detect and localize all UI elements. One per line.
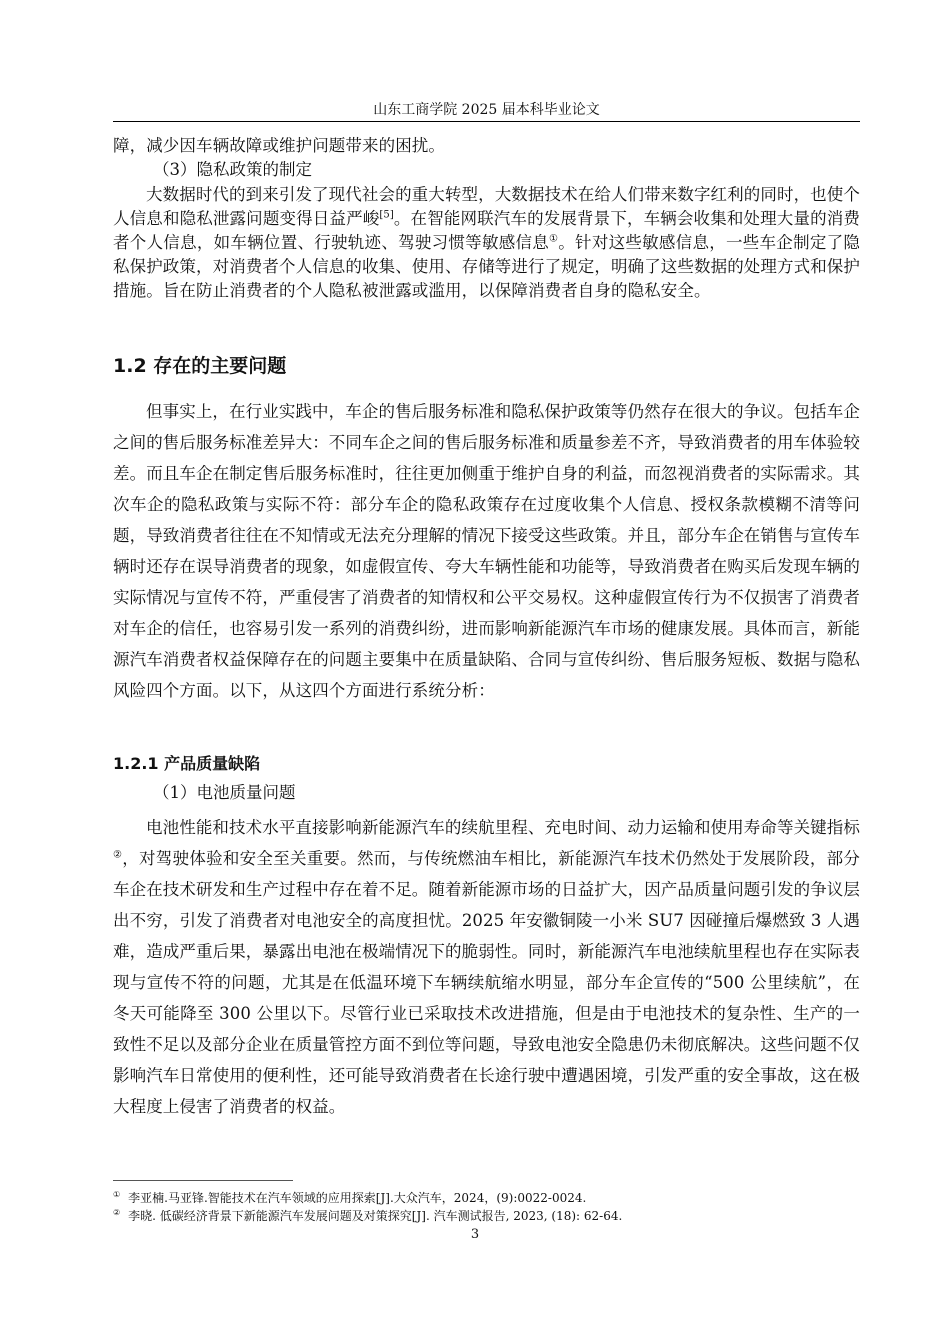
main-issues-paragraph: 但事实上，在行业实践中，车企的售后服务标准和隐私保护政策等仍然存在很大的争议。包括车企之间的售后服务标准差异大：不同车企之间的售后服务标准和质量参差不齐，导致消费者的用车体验较差。而且车企在制定售后服务标准时，往往更加侧重于维护自身的利益，而忽视消费者的实际需求。其次车企的隐私政策与实际不符：部分车企的隐私政策存在过度收集个人信息、授权条款模糊不清等问题，导致消费者往往在不知情或无法充分理解的情况下接受这些政策。并且，部分车企在销售与宣传车辆时还存在误导消费者的现象，如虚假宣传、夸大车辆性能和功能等，导致消费者在购买后发现车辆的实际情况与宣传不符，严重侵害了消费者的知情权和公平交易权。这种虚假宣传行为不仅损害了消费者对车企的信任，也容易引发一系列的消费纠纷，进而影响新能源汽车市场的健康发展。具体而言，新能源汽车消费者权益保障存在的问题主要集中在质量缺陷、合同与宣传纠纷、售后服务短板、数据与隐私风险四个方面。以下，从这四个方面进行系统分析：	[113, 402, 860, 700]
battery-text-b: ，对驾驶体验和安全至关重要。然而，与传统燃油车相比，新能源汽车技术仍然处于发展阶段，部分车企在技术研发和生产过程中存在着不足。随着新能源市场的日益扩大，因产品质量问题引发的争议层出不穷，引发了消费者对电池安全的高度担忧。2025 年安徽铜陵一小米 SU7 因碰撞后爆燃致 3 人遇难，造成严重后果，暴露出电池在极端情况下的脆弱性。同时，新能源汽车电池续航里程也存在实际表现与宣传不符的问题，尤其是在低温环境下车辆续航缩水明显，部分车企宣传的“500 公里续航”，在冬天可能降至 300 公里以下。尽管行业已采取技术改进措施，但是由于电池技术的复杂性、生产的一致性不足以及部分企业在质量管控方面不到位等问题，导致电池安全隐患仍未彻底解决。这些问题不仅影响汽车日常使用的便利性，还可能导致消费者在长途行驶中遭遇困境，引发严重的安全事故，这在极大程度上侵害了消费者的权益。	[113, 849, 860, 1116]
footnote-separator	[113, 1180, 293, 1181]
continued-paragraph: 障，减少因车辆故障或维护问题带来的困扰。	[113, 136, 445, 155]
footnote	[113, 1190, 586, 1206]
footnote-ref: ①	[549, 233, 559, 245]
running-header: 山东工商学院 2025 届本科毕业论文	[113, 100, 860, 122]
footnote-text: 李亚楠.马亚锋.智能技术在汽车领域的应用探索[J].大众汽车，2024，(9):0022-0024.	[128, 1191, 587, 1205]
privacy-text-c: 。针对这些敏感信息，一些车企制定了隐私保护政策，对消费者个人信息的收集、使用、存储等进行了规定，明确了这些数据的处理方式和保护措施。旨在防止消费者的个人隐私被泄露或滥用，以保障消费者自身的隐私安全。	[113, 233, 860, 300]
page-number: 3	[470, 1227, 480, 1242]
privacy-subtitle: （3）隐私政策的制定	[153, 160, 312, 179]
citation-ref: [5]	[379, 209, 394, 221]
footnote-ref: ②	[113, 849, 123, 861]
subsection-heading: 1.2.1 产品质量缺陷	[113, 754, 261, 773]
battery-text-a: 电池性能和技术水平直接影响新能源汽车的续航里程、充电时间、动力运输和使用寿命等关键指标	[146, 818, 860, 837]
footnote-mark: ①	[113, 1190, 121, 1199]
privacy-text-a: 大数据时代的到来引发了现代社会的重大转型，大数据技术在给人们带来数字红利的同时，也使个人信息和隐私泄露问题变得日益严峻	[113, 185, 860, 228]
footnote-text: 李晓. 低碳经济背景下新能源汽车发展问题及对策探究[J]. 汽车测试报告, 2023, (18): 62-64.	[128, 1209, 623, 1223]
footnote	[113, 1208, 622, 1224]
privacy-paragraph	[113, 183, 860, 303]
privacy-text-b: 。在智能网联汽车的发展背景下，车辆会收集和处理大量的消费者个人信息，如车辆位置、行驶轨迹、驾驶习惯等敏感信息	[113, 209, 860, 252]
footnote-mark: ②	[113, 1208, 121, 1217]
section-heading: 1.2 存在的主要问题	[113, 355, 287, 377]
battery-paragraph	[113, 812, 860, 1122]
battery-subtitle: （1）电池质量问题	[153, 783, 296, 802]
